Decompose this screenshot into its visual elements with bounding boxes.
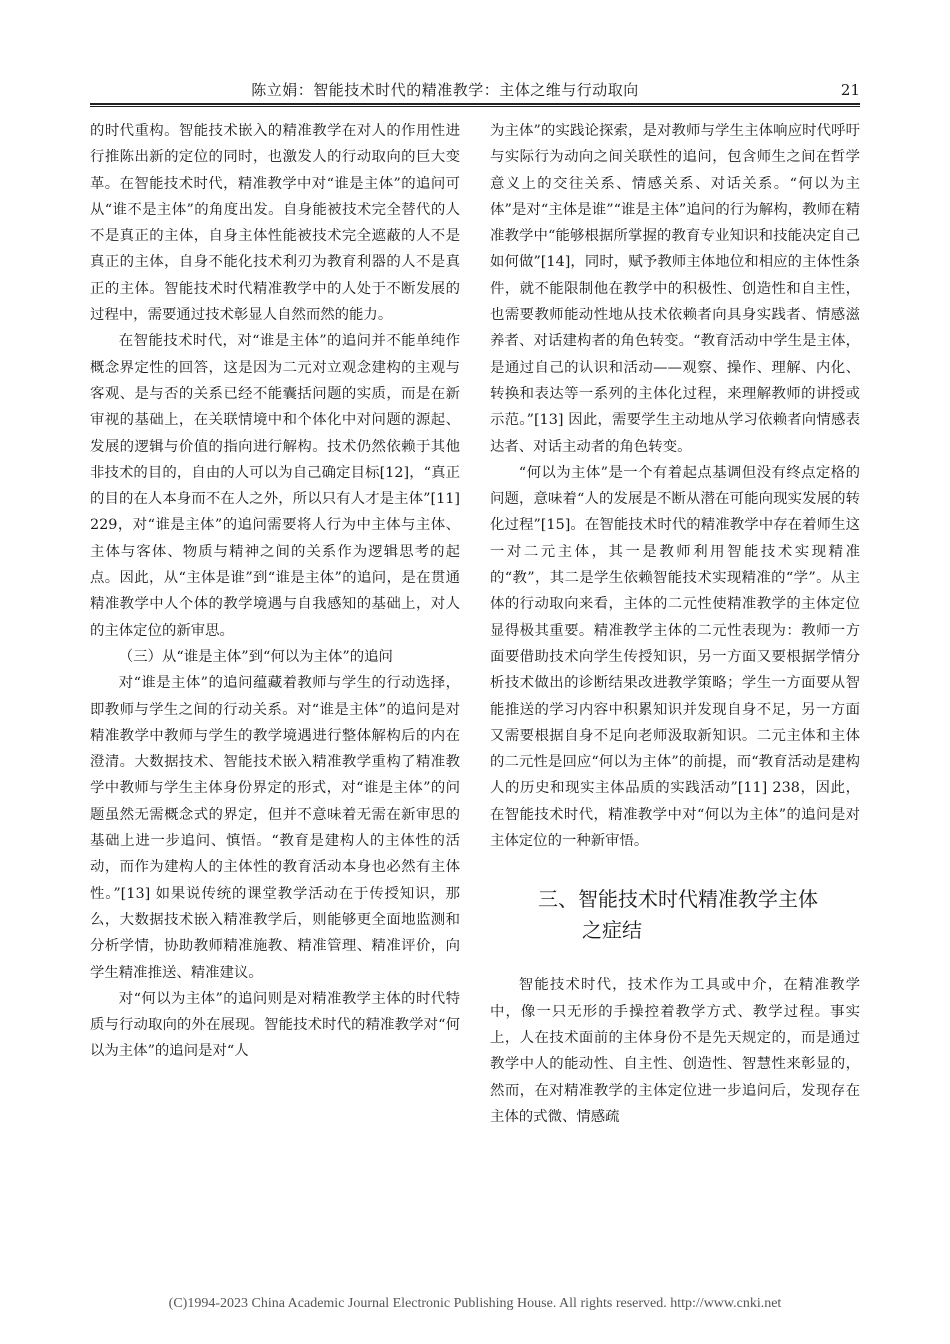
paragraph: 为主体”的实践论探索，是对教师与学生主体响应时代呼吁与实际行为动向之间关联性的追问，包含师生之间在哲学意义上的交往关系、情感关系、对话关系。“何以为主体”是对“主体是谁”“谁是主体”追问的行为解构，教师在精准教学中“能够根据所掌握的教育专业知识和技能决定自己如何做”[14]，同时，赋予教师主体地位和相应的主体性条件，就不能限制他在教学中的积极性、创造性和自主性，也需要教师能动性地从技术依赖者向具身实践者、情感滋养者、对话建构者的角色转变。“教育活动中学生是主体，是通过自己的认识和活动——观察、操作、理解、内化、转换和表达等一系列的主体化过程，来理解教师的讲授或示范。”[13] 因此，需要学生主动地从学习依赖者向情感表达者、对话主动者的角色转变。: [490, 123, 860, 455]
right-column: [490, 118, 860, 1130]
page-number: 21: [840, 81, 860, 99]
paragraph: 对“何以为主体”的追问则是对精准教学主体的时代特质与行动取向的外在展现。智能技术时代的精准教学对“何以为主体”的追问是对“人: [90, 990, 460, 1060]
copyright-footer: (C)1994-2023 China Academic Journal Electronic Publishing House. All rights reserved. http://www.cnki.net: [168, 1296, 782, 1311]
left-column: [90, 118, 460, 1065]
paragraph: 智能技术时代，技术作为工具或中介，在精准教学中，像一只无形的手操控着教学方式、教学过程。事实上，人在技术面前的主体身份不是先天规定的，而是通过教学中人的能动性、自主性、创造性、智慧性来彰显的，然而，在对精准教学的主体定位进一步追问后，发现存在主体的式微、情感疏: [490, 977, 860, 1125]
section-heading-line1: 三、智能技术时代精准教学主体: [538, 887, 818, 912]
paragraph: 的时代重构。智能技术嵌入的精准教学在对人的作用性进行推陈出新的定位的同时，也激发人的行动取向的巨大变革。在智能技术时代，精准教学中对“谁是主体”的追问可从“谁不是主体”的角度出发。自身能被技术完全替代的人不是真正的主体，自身主体性能被技术完全遮蔽的人不是真正的主体，自身不能化技术利刃为教育利器的人不是真正的主体。智能技术时代精准教学中的人处于不断发展的过程中，需要通过技术彰显人自然而然的能力。: [90, 123, 460, 324]
section-heading-line2: 之症结: [582, 918, 642, 943]
header-rule: [90, 103, 860, 107]
running-header: [90, 78, 860, 102]
section-heading: [490, 884, 860, 946]
paragraph: 对“谁是主体”的追问蕴藏着教师与学生的行动选择，即教师与学生之间的行动关系。对“谁是主体”的追问是对精准教学中教师与学生的教学境遇进行整体解构后的内在澄清。大数据技术、智能技术嵌入精准教学重构了精准教学中教师与学生主体身份界定的形式，对“谁是主体”的问题虽然无需概念式的界定，但并不意味着无需在新审思的基础上进一步追问、慎悟。“教育是建构人的主体性的活动，而作为建构人的主体性的教育活动本身也必然有主体性。”[13] 如果说传统的课堂教学活动在于传授知识，那么，大数据技术嵌入精准教学后，则能够更全面地监测和分析学情，协助教师精准施教、精准管理、精准评价，向学生精准推送、精准建议。: [90, 675, 460, 981]
running-title: 陈立娟：智能技术时代的精准教学：主体之维与行动取向: [251, 81, 639, 99]
paragraph: 在智能技术时代，对“谁是主体”的追问并不能单纯作概念界定性的回答，这是因为二元对立观念建构的主观与客观、是与否的关系已经不能囊括问题的实质，而是在新审视的基础上，在关联情境中和个体化中对问题的源起、发展的逻辑与价值的指向进行解构。技术仍然依赖于其他非技术的目的，自由的人可以为自己确定目标[12]，“真正的目的在人本身而不在人之外，所以只有人才是主体”[11] 229，对“谁是主体”的追问需要将人行为中主体与主体、主体与客体、物质与精神之间的关系作为逻辑思考的起点。因此，从“主体是谁”到“谁是主体”的追问，是在贯通精准教学中人个体的教学境遇与自我感知的基础上，对人的主体定位的新审思。: [90, 333, 460, 639]
paragraph: “何以为主体”是一个有着起点基调但没有终点定格的问题，意味着“人的发展是不断从潜在可能向现实发展的转化过程”[15]。在智能技术时代的精准教学中存在着师生这一对二元主体，其一是教师利用智能技术实现精准的“教”，其二是学生依赖智能技术实现精准的“学”。从主体的行动取向来看，主体的二元性使精准教学的主体定位显得极其重要。精准教学主体的二元性表现为：教师一方面要借助技术向学生传授知识，另一方面又要根据学情分析技术做出的诊断结果改进教学策略；学生一方面要从智能推送的学习内容中积累知识并发现自身不足，另一方面又需要根据自身不足向老师汲取新知识。二元主体和主体的二元性是回应“何以为主体”的前提，而“教育活动是建构人的历史和现实主体品质的实践活动”[11] 238，因此，在智能技术时代，精准教学中对“何以为主体”的追问是对主体定位的一种新审悟。: [490, 464, 860, 850]
subsection-heading: （三）从“谁是主体”到“何以为主体”的追问: [118, 648, 393, 665]
